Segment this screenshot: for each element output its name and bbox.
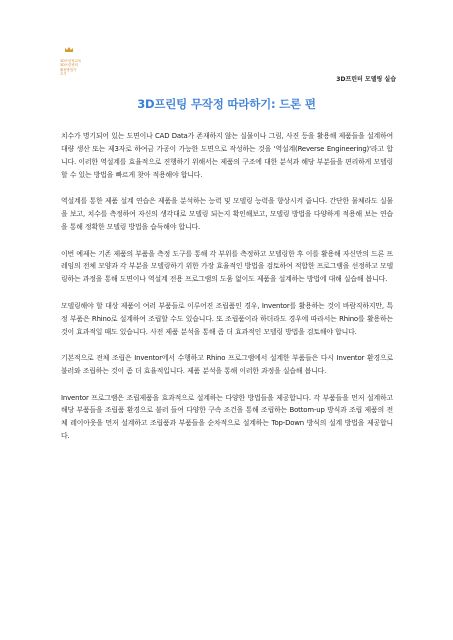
paragraph-4: 모델링해야 할 대상 제품이 여러 부품들로 이루어진 조립품인 경우, Inventor를 활용하는 것이 바람직하지만, 특정 부품은 Rhino로 설계하여 조립할 수도 있습니다. 또 조립품이라 하더라도 경우에 따라서는 Rhino를 활용하는 것이 효과적일 때도 있습니다. 사전 제품 분석을 통해 좀 더 효과적인 모델링 방법을 검토해야 합니다. xyxy=(61,301,393,336)
page-title: 3D프린팅 무작정 따라하기: 드론 편 xyxy=(137,97,316,111)
paragraph-3: 이번 예제는 기존 제품의 부품을 측정 도구를 통해 각 부위를 측정하고 모델링한 후 이를 활용해 자신만의 드론 프레임의 전체 모양과 각 부분을 모델링하기 위한 가장 효율적인 방법을 검토하여 적합한 프로그램을 선정하고 모델링하는 과정을 통해 도면이나 역설계 전용 프로그램의 도움 없이도 제품을 설계하는 방법에 대해 실습해 봅니다. xyxy=(61,249,393,284)
logo-line-2: 3D프린팅의 xyxy=(60,63,78,68)
crown-icon xyxy=(64,46,74,53)
paragraph-2: 역설계를 통한 제품 설계 연습은 제품을 분석하는 능력 및 모델링 능력을 향상시켜 줍니다. 간단한 물체라도 실물을 보고, 치수를 측정하여 자신의 생각대로 모델링 되는지 확인해보고, 모델링 방법을 다양하게 적용해 보는 연습을 통해 정확한 모델링 방법을 습득해야 합니다. xyxy=(61,197,393,232)
body-text xyxy=(61,130,393,457)
paragraph-5: 기본적으로 전체 조립은 Inventor에서 수행하고 Rhino 프로그램에서 설계한 부품들은 다시 Inventor 환경으로 불러와 조립하는 것이 좀 더 효율적입니다. 제품 분석을 통해 이러한 과정을 실습해 봅니다. xyxy=(61,354,393,376)
publisher-logo xyxy=(60,40,100,77)
logo-line-3: 활용방법기 xyxy=(60,67,77,72)
logo-line-4: 초기 xyxy=(60,72,67,77)
paragraph-6: Inventor 프로그램은 조립제품을 효과적으로 설계하는 다양한 방법들을 제공합니다. 각 부품들을 먼저 설계하고 해당 부품들을 조립품 환경으로 불러 들여 다양한 구속 조건을 통해 조립하는 Bottom-up 방식과 조립 제품의 전체 레이아웃을 먼저 설계하고 조립품과 부품들을 순차적으로 설계하는 Top-Down 방식의 설계 방법을 제공합니다. xyxy=(61,393,393,441)
paragraph-1: 치수가 명기되어 있는 도면이나 CAD Data가 존재하지 않는 실물이나 그림, 사진 등을 활용해 제품들을 설계하여 대량 생산 또는 제3자로 하여금 가공이 가능한 도면으로 작성하는 것을 '역설계(Reverse Engineering)'라고 합니다. 이러한 역설계를 효율적으로 진행하기 위해서는 제품의 구조에 대한 분석과 해당 부분들을 편리하게 모델링할 수 있는 방법을 빠르게 찾아 적용해야 합니다. xyxy=(61,132,393,179)
logo-line-1: 3D프린팅교육 xyxy=(60,59,82,63)
header-section-title: 3D프린터 모델링 실습 xyxy=(336,76,396,83)
